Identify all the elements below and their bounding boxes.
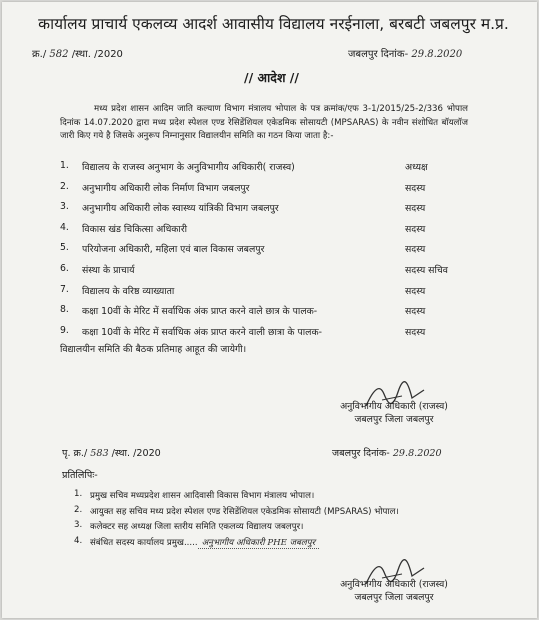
member-number: 2. — [60, 180, 69, 192]
office-header: कार्यालय प्राचार्य एकलव्य आदर्श आवासीय विद्यालय नरईनाला, बरबटी जबलपुर म.प्र. — [38, 15, 509, 33]
member-number: 5. — [60, 242, 69, 254]
copy-to-number: 1. — [74, 489, 83, 499]
copy-to-item — [74, 520, 514, 536]
member-role: सदस्य — [405, 285, 426, 297]
member-role: सदस्य — [405, 326, 426, 338]
member-number: 7. — [60, 283, 69, 295]
copy-date — [332, 446, 442, 459]
member-row — [60, 304, 480, 325]
member-name: संस्था के प्राचार्य — [82, 264, 135, 276]
member-row — [60, 242, 480, 263]
member-row — [60, 222, 480, 243]
committee-member-list — [60, 160, 480, 345]
member-number: 1. — [60, 160, 69, 171]
copy-reference-prefix: पृ. क्र./ — [62, 448, 88, 459]
copy-date-handwritten: 29.8.2020 — [392, 448, 442, 459]
member-role: सदस्य — [405, 306, 426, 318]
order-reference-number — [32, 46, 123, 60]
reference-prefix: क्र./ — [32, 49, 47, 60]
member-name: अनुभागीय अधिकारी लोक निर्माण विभाग जबलपुर — [82, 182, 250, 194]
copy-to-text-printed: संबंधित सदस्य कार्यालय प्रमुख — [90, 538, 184, 549]
member-number: 4. — [60, 221, 69, 233]
copy-to-item — [74, 489, 514, 505]
copy-to-text: आयुक्त सह सचिव मध्य प्रदेश स्पेशल एण्ड रेसिडेंशियल एकेडमिक सोसायटी (MPSARAS) भोपाल। — [90, 506, 399, 517]
copy-reference-number — [62, 446, 161, 459]
reference-suffix: /स्था. /2020 — [71, 49, 123, 60]
signature-designation: अनुविभागीय अधिकारी (राजस्व) — [340, 579, 448, 590]
member-role: सदस्य — [405, 244, 426, 256]
copy-to-item — [74, 536, 514, 552]
copy-to-number: 2. — [74, 504, 83, 515]
copy-to-handwritten-fill: अनुभागीय अधिकारी PHE जबलपुर — [198, 538, 320, 549]
copy-reference-suffix: /स्था. /2020 — [111, 448, 161, 459]
member-number: 6. — [60, 262, 69, 274]
member-name: विद्यालय के वरिष्ठ व्याख्याता — [82, 285, 175, 297]
copy-to-text: कलेक्टर सह अध्यक्ष जिला स्तरीय समिति एकलव्य विद्यालय जबलपुर। — [90, 522, 304, 533]
member-row — [60, 263, 480, 284]
reference-handwritten-number: 582 — [49, 49, 69, 60]
member-row — [60, 181, 480, 202]
date-prefix: जबलपुर दिनांक- — [348, 49, 409, 60]
member-number: 8. — [60, 304, 69, 316]
signature-block — [324, 578, 464, 604]
signature-location: जबलपुर जिला जबलपुर — [354, 414, 434, 425]
copy-reference-handwritten-number: 583 — [90, 448, 109, 459]
signature-designation: अनुविभागीय अधिकारी (राजस्व) — [340, 401, 448, 412]
copy-date-prefix: जबलपुर दिनांक- — [332, 448, 390, 459]
copy-to-label: प्रतिलिपिः- — [62, 470, 98, 481]
member-name: कक्षा 10वीं के मेरिट में सर्वाधिक अंक प्राप्त करने वाली छात्रा के पालक- — [82, 326, 322, 338]
member-role: अध्यक्ष — [405, 162, 428, 173]
order-heading: // आदेश // — [244, 70, 299, 85]
order-date — [348, 46, 462, 60]
member-row — [60, 160, 480, 181]
copy-to-item — [74, 505, 514, 521]
intro-paragraph: मध्य प्रदेश शासन आदिम जाति कल्याण विभाग मंत्रालय भोपाल के पत्र क्रमांक/एफ 3-1/2015/25-2/336 भोपाल दिनांक 14.07.2020 द्वारा मध्य प्रदेश स्पेशल एण्ड रेसिडेंशियल एकेडमिक सोसायटी (MPSARAS) के नवीन संशोधित बॉयलॉज जारी किए गये है जिसके अनुरूप निम्नानुसार विद्यालयीन समिति का गठन किया जाता है:- — [60, 104, 468, 141]
signature-location: जबलपुर जिला जबलपुर — [354, 592, 434, 603]
document-page — [2, 2, 537, 618]
member-role: सदस्य सचिव — [405, 264, 448, 276]
member-name: विद्यालय के राजस्व अनुभाग के अनुविभागीय अधिकारी( राजस्व) — [82, 162, 295, 173]
member-role: सदस्य — [405, 203, 426, 215]
meeting-note: विद्यालयीन समिति की बैठक प्रतिमाह आहूत की जायेगी। — [60, 344, 247, 355]
copy-to-number: 3. — [74, 520, 83, 531]
member-name: कक्षा 10वीं के मेरिट में सर्वाधिक अंक प्राप्त करने वाले छात्र के पालक- — [82, 306, 318, 318]
copy-to-text: संबंधित सदस्य कार्यालय प्रमुख..... अनुभागीय अधिकारी PHE जबलपुर — [90, 536, 319, 548]
copy-to-number: 4. — [74, 536, 83, 547]
member-role: सदस्य — [405, 223, 426, 235]
member-number: 3. — [60, 201, 69, 213]
date-handwritten: 29.8.2020 — [411, 49, 463, 60]
member-row — [60, 201, 480, 222]
copy-to-list — [74, 489, 514, 552]
copy-to-text: प्रमुख सचिव मध्यप्रदेश शासन आदिवासी विकास विभाग मंत्रालय भोपाल। — [90, 491, 315, 501]
member-name: परियोजना अधिकारी, महिला एवं बाल विकास जबलपुर — [82, 244, 265, 256]
member-row — [60, 284, 480, 305]
member-number: 9. — [60, 324, 69, 336]
member-name: विकास खंड चिकित्सा अधिकारी — [82, 223, 188, 235]
signature-block — [324, 400, 464, 426]
member-role: सदस्य — [405, 182, 426, 194]
member-name: अनुभागीय अधिकारी लोक स्वास्थ्य यांत्रिकी विभाग जबलपुर — [82, 203, 279, 215]
